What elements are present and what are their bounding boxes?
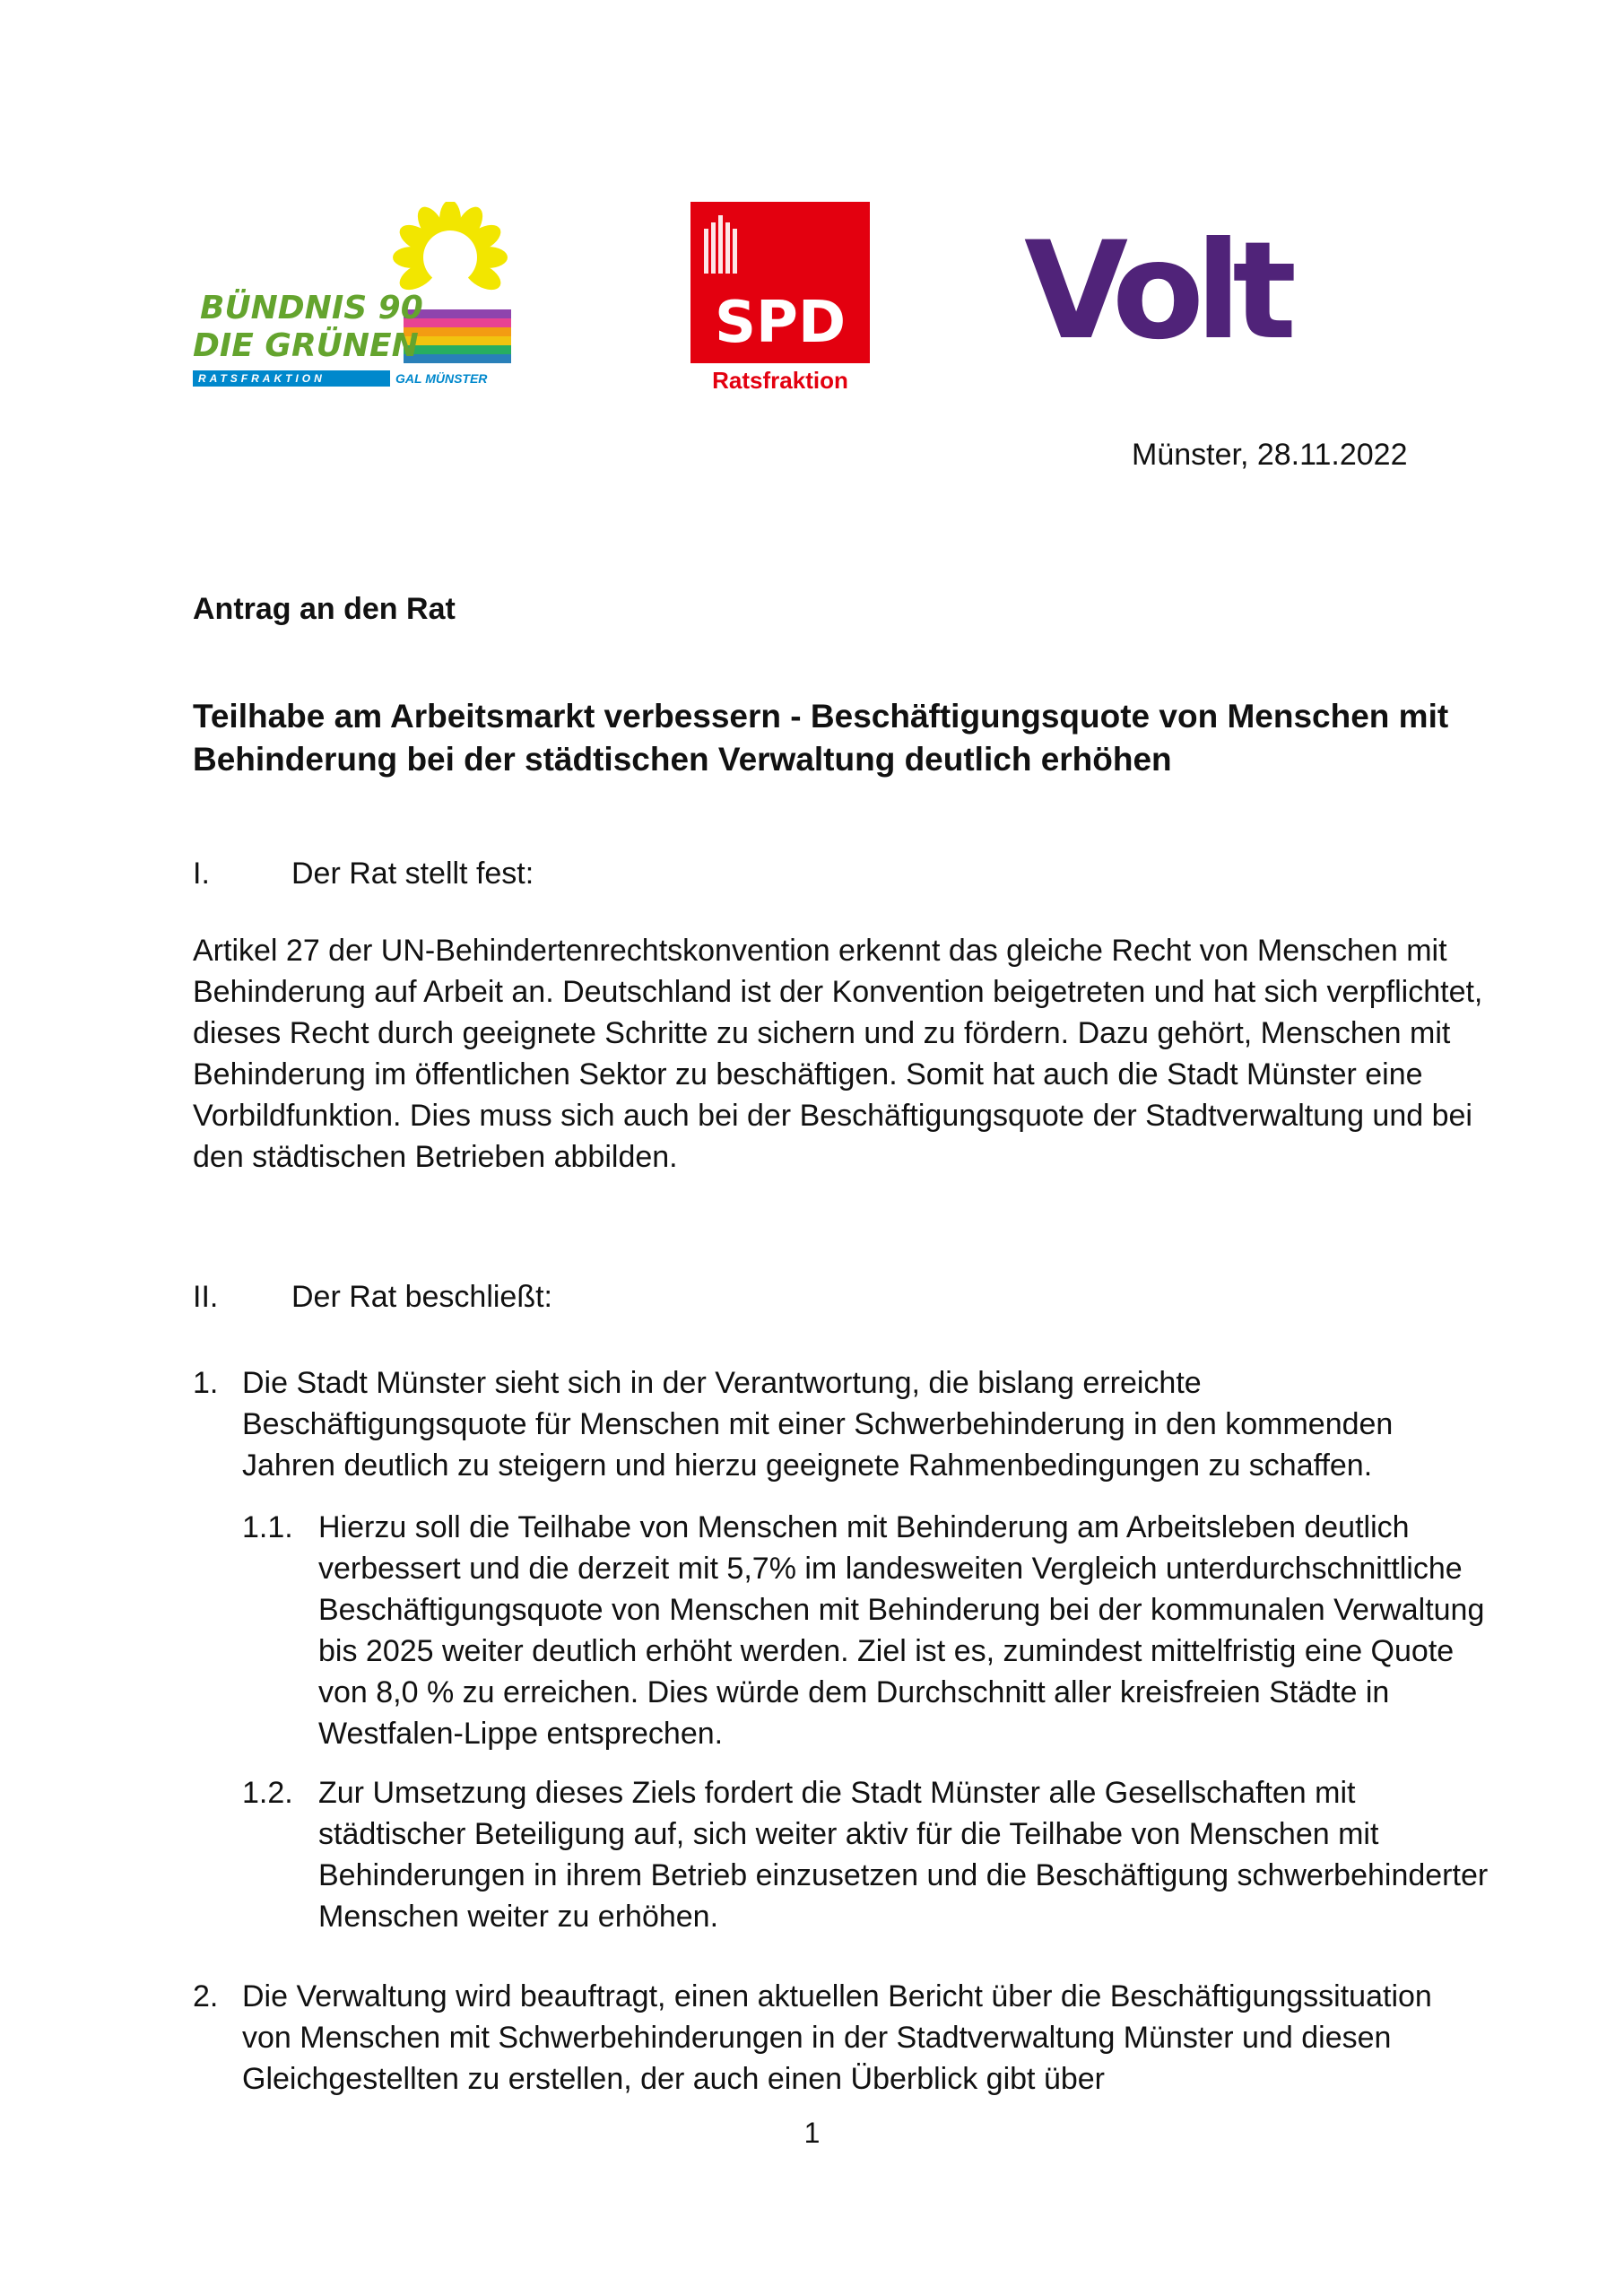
city-hall-icon xyxy=(704,215,740,274)
list-item-number: 1.1. xyxy=(242,1510,293,1544)
section-1-heading xyxy=(193,857,1448,898)
list-item-text: Hierzu soll die Teilhabe von Menschen mit Behinderung am Arbeitsleben deutlich verbessert und die derzeit mit 5,7% im landesweiten Vergleich unterdurchschnittliche Beschäftigungsquote von Menschen mit Behinderung bei der kommunalen Verwaltung bis 2025 weiter deutlich erhöht werden. Ziel ist es, zumindest mittelfristig eine Quote von 8,0 % zu erreichen. Dies würde dem Durchschnitt aller kreisfreien Städte in Westfalen-Lippe entsprechen. xyxy=(318,1510,1485,1751)
paragraph-findings: Artikel 27 der UN-Behindertenrechtskonvention erkennt das gleiche Recht von Menschen mit Behinderung auf Arbeit an. Deutschland ist der Konvention beigetreten und hat sich verpflichtet, dieses Recht durch geeignete Schritte zu sichern und zu fördern. Dazu gehört, Menschen mit Behinderung im öffentlichen Sektor zu beschäftigen. Somit hat auch die Stadt Münster eine Vorbildfunktion. Dies muss sich auch bei der Beschäftigungsquote der Stadtverwaltung und bei den städtischen Betrieben abbilden. xyxy=(193,934,1483,1174)
spd-red-box xyxy=(690,202,870,363)
list-item-text: Zur Umsetzung dieses Ziels fordert die Stadt Münster alle Gesellschaften mit städtischer Beteiligung auf, sich weiter aktiv für die Teilhabe von Menschen mit Behinderungen in ihrem Betrieb einzusetzen und die Beschäftigung schwerbehinderter Menschen weiter zu erhöhen. xyxy=(318,1776,1489,1934)
gruene-line2: DIE GRÜNEN xyxy=(193,327,419,364)
section-1-title: Der Rat stellt fest: xyxy=(291,857,534,891)
volt-logo: Volt xyxy=(1024,213,1289,370)
document-title: Teilhabe am Arbeitsmarkt verbessern - Beschäftigungsquote von Menschen mit Behinderung bei der städtischen Verwaltung deutlich erhöhen xyxy=(193,698,1449,778)
document-date: Münster, 28.11.2022 xyxy=(1132,438,1408,472)
list-item-number: 2. xyxy=(193,1979,219,2013)
page-number: 1 xyxy=(803,2117,821,2149)
spd-logo xyxy=(690,202,870,395)
section-1-number: I. xyxy=(193,857,210,891)
gruene-band: RATSFRAKTION xyxy=(193,370,390,387)
spd-wordmark: SPD xyxy=(714,290,847,356)
section-2-title: Der Rat beschließt: xyxy=(291,1280,552,1314)
spd-subtitle: Ratsfraktion xyxy=(712,367,848,394)
list-item-text: Die Stadt Münster sieht sich in der Verantwortung, die bislang erreichte Beschäftigungsquote für Menschen mit einer Schwerbehinderung in den kommenden Jahren deutlich zu steigern und hierzu geeignete Rahmenbedingungen zu schaffen. xyxy=(242,1366,1394,1483)
document-label: Antrag an den Rat xyxy=(193,592,456,626)
list-item-text: Die Verwaltung wird beauftragt, einen aktuellen Bericht über die Beschäftigungssituation von Menschen mit Schwerbehinderungen in der Stadtverwaltung Münster und diesen Gleichgestellten zu erstellen, der auch einen Überblick gibt über xyxy=(242,1979,1432,2096)
section-2-heading xyxy=(193,1280,1448,1321)
list-item-number: 1.2. xyxy=(242,1776,293,1810)
list-item-number: 1. xyxy=(193,1366,219,1400)
gruene-logo xyxy=(193,202,516,395)
gruene-band-label: GAL MÜNSTER xyxy=(395,371,488,386)
gruene-line1: BÜNDNIS 90 xyxy=(200,290,423,326)
section-2-number: II. xyxy=(193,1280,219,1314)
